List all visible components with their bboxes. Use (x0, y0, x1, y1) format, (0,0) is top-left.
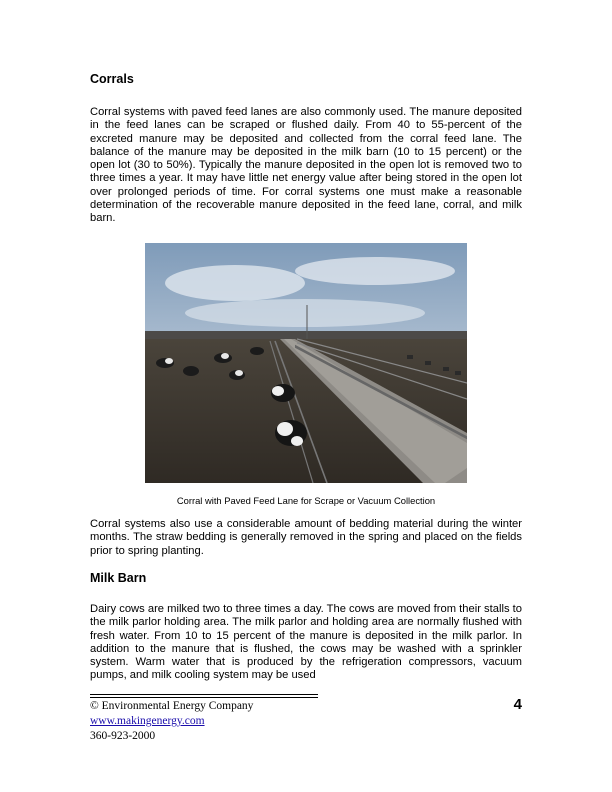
corrals-heading: Corrals (90, 72, 134, 86)
milk-barn-heading: Milk Barn (90, 571, 147, 585)
footer-website-link[interactable]: www.makingenergy.com (90, 715, 205, 727)
page-number: 4 (513, 696, 522, 713)
corral-feed-lane-photo (145, 243, 467, 483)
photo-caption: Corral with Paved Feed Lane for Scrape or Vacuum Collection (176, 495, 436, 506)
footer-rule-bottom (90, 697, 318, 698)
milk-barn-paragraph-1: Dairy cows are milked two to three times a day. The cows are moved from their stalls to the milk parlor holding area. The milk parlor and holding area are normally flushed with fresh water. From 10 to 15 percent of the manure is deposited in the milk parlor. In addition to the manure that is flushed, the cows may be washed with a sprinkler system. Warm water that is produced by the refrigeration compressors, vacuum pumps, and milk cooling system may be used (90, 603, 522, 682)
corrals-paragraph-2: Corral systems also use a considerable amount of bedding material during the winter months. The straw bedding is generally removed in the spring and placed on the fields prior to spring planting. (90, 518, 522, 557)
footer-rule-top (90, 694, 318, 695)
footer-phone: 360-923-2000 (90, 730, 156, 742)
footer-website-line (90, 715, 205, 727)
footer-company: © Environmental Energy Company (90, 700, 254, 712)
corrals-paragraph-1: Corral systems with paved feed lanes are also commonly used. The manure deposited in the feed lanes can be scraped or flushed daily. From 40 to 55-percent of the excreted manure may be deposited and collected from the corral feed lane. The balance of the manure may be deposited in the milk barn (10 to 15 percent) or the open lot (30 to 50%). Typically the manure deposited in the open lot is removed two to three times a year. It may have little net energy value after being stored in the open lot over prolonged periods of time. For corral systems one must make a reasonable determination of the recoverable manure deposited in the feed lane, corral, and milk barn. (90, 106, 522, 225)
